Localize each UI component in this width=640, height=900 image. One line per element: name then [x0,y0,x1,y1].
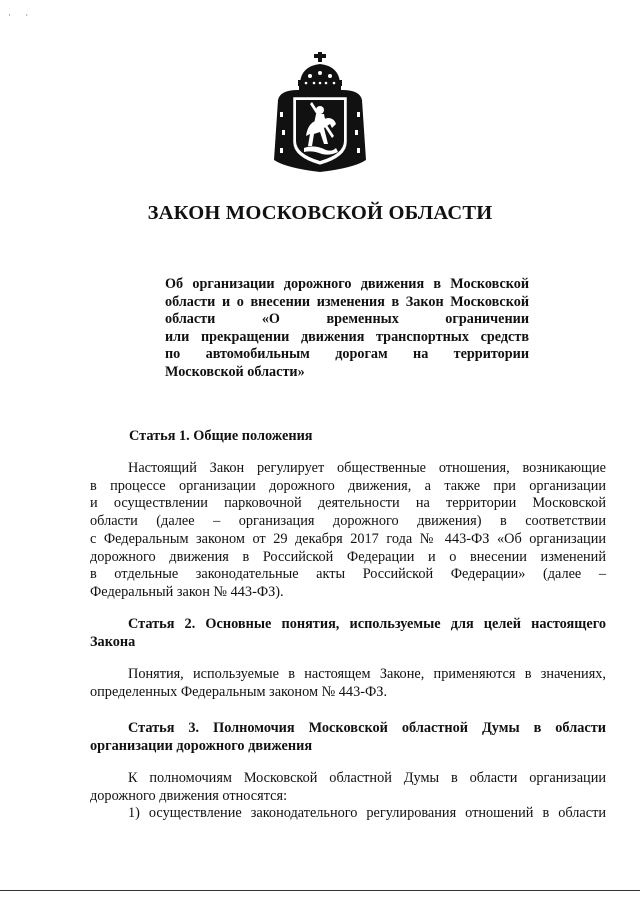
subtitle-line: Московской области» [165,363,305,380]
subtitle-line: области и о внесении изменения в Закон Московской [165,293,529,310]
article-2-heading [90,615,606,651]
text-line: дорожного движения относятся: [90,787,288,804]
text-line: 1) осуществление законодательного регулирования отношений в области [128,805,606,822]
text-line: Понятия, используемые в настоящем Законе, применяются в значениях, [128,666,606,682]
article-1-text [90,460,606,602]
subtitle-line: Об организации дорожного движения в Московской [165,276,529,292]
article-heading-line: организации дорожного движения [90,738,313,754]
subtitle-line: или прекращении движения транспортных средств [165,328,529,345]
text-line: в процессе организации дорожного движения, а также при организации [90,477,606,494]
article-heading-line: Статья 3. Полномочия Московской областной Думы в области [128,720,606,736]
text-line: области (далее – организация дорожного движения) в соответствии [90,513,606,530]
scan-edge-line [0,890,640,891]
article-heading-line: Закона [90,634,136,650]
law-subtitle [165,276,529,382]
text-line: и осуществлении парковочной деятельности на территории Московской [90,495,606,512]
subtitle-line: по автомобильным дорогам на территории [165,346,529,363]
text-line: К полномочиям Московской областной Думы в области организации [128,770,606,786]
text-line: дорожного движения в Российской Федерации и о внесении изменений [90,548,606,565]
article-1-heading [129,427,313,445]
text-line: Настоящий Закон регулирует общественные отношения, возникающие [128,460,606,476]
article-heading-line: Статья 1. Общие положения [129,428,313,444]
text-line: в отдельные законодательные акты Российской Федерации» (далее – [90,566,606,583]
law-title: ЗАКОН МОСКОВСКОЙ ОБЛАСТИ [147,202,493,224]
article-3-heading [90,719,606,755]
text-line: Федеральный закон № 443-ФЗ). [90,583,284,600]
article-3-text [90,770,606,823]
article-heading-line: Статья 2. Основные понятия, используемые для целей настоящего [128,616,606,632]
coat-of-arms-emblem [270,52,370,176]
text-line: определенных Федеральным законом № 443-ФЗ. [90,683,388,700]
scan-specks: · · [8,10,35,20]
article-2-text [90,666,606,701]
subtitle-line: области «О временных ограничении [165,311,529,328]
text-line: с Федеральным законом от 29 декабря 2017 года № 443-ФЗ «Об организации [90,530,606,547]
